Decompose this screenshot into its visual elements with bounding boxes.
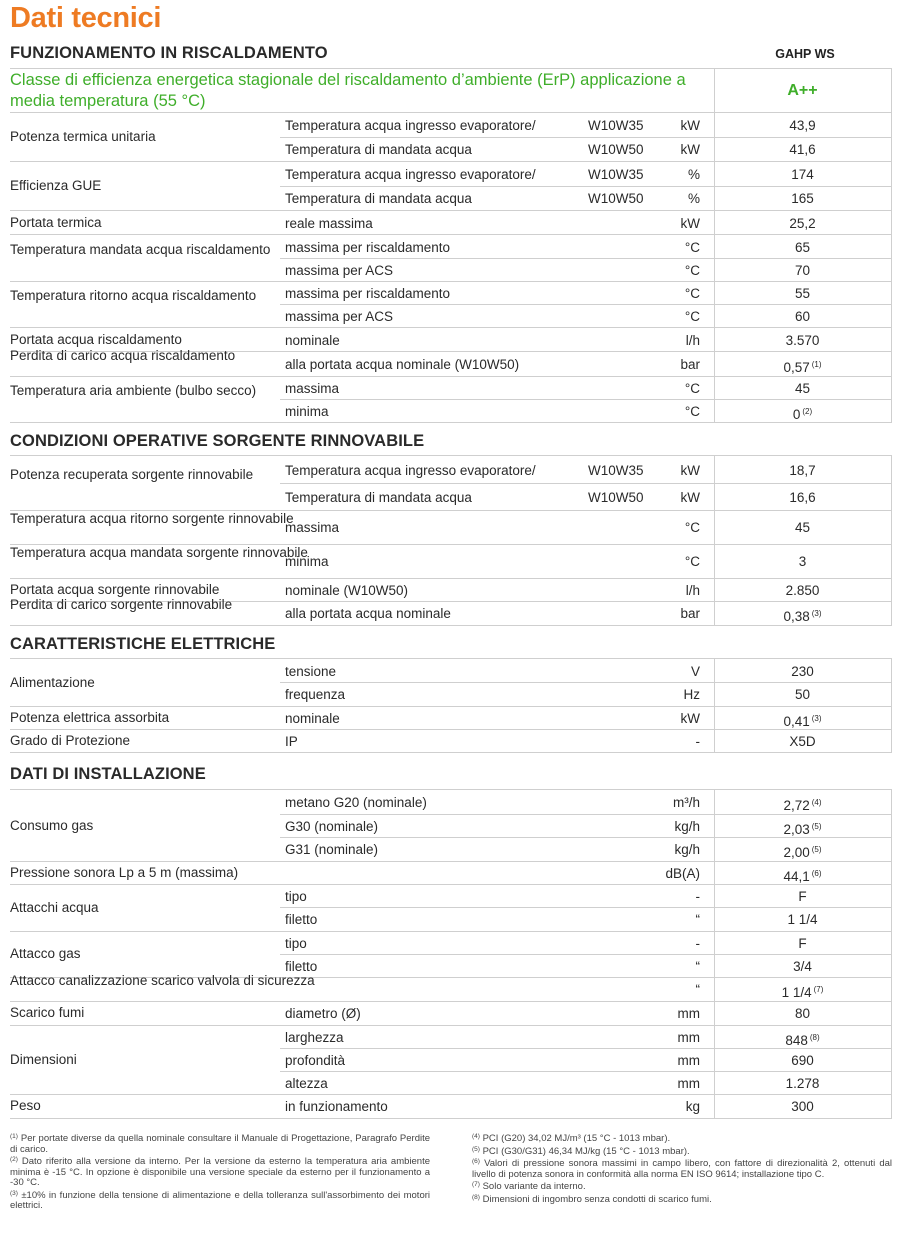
row-divider xyxy=(10,281,892,282)
row-divider xyxy=(10,422,892,423)
row-unit: % xyxy=(687,167,700,182)
row-value xyxy=(714,263,891,279)
row-divider xyxy=(10,327,892,328)
row-value xyxy=(714,1053,891,1069)
row-unit: kW xyxy=(680,710,700,726)
footnote-ref: (6) xyxy=(811,868,822,878)
row-divider xyxy=(280,399,892,400)
row-unit: - xyxy=(695,935,700,951)
row-unit: bar xyxy=(680,356,700,372)
row-condition-code: W10W35 xyxy=(588,118,644,133)
row-divider xyxy=(280,137,892,138)
row-unit: l/h xyxy=(685,582,700,598)
row-sub-label: IP xyxy=(285,733,298,749)
row-divider xyxy=(10,234,892,235)
row-value xyxy=(714,819,891,838)
footnotes-left xyxy=(10,1132,430,1212)
row-label: Scarico fumi xyxy=(10,1005,85,1020)
value-text: 3/4 xyxy=(793,958,812,974)
row-sub-label: G31 (nominale) xyxy=(285,842,379,857)
row-unit: - xyxy=(695,733,700,749)
row-sub-label: filetto xyxy=(285,958,318,974)
value-text: 174 xyxy=(791,167,814,182)
footnote-text: PCI (G20) 34,02 MJ/m³ (15 °C - 1013 mbar). xyxy=(482,1133,671,1144)
row-label: Grado di Protezione xyxy=(10,732,131,748)
footnote-ref: (5) xyxy=(811,821,822,831)
footnote xyxy=(472,1157,892,1180)
row-unit: - xyxy=(695,888,700,904)
row-sub-label: Temperatura di mandata acqua xyxy=(285,191,472,206)
row-value xyxy=(714,191,891,207)
row-unit: °C xyxy=(684,285,700,301)
row-unit: °C xyxy=(684,380,700,396)
column-divider xyxy=(891,68,892,422)
row-unit: kW xyxy=(680,489,700,505)
row-label: Portata acqua riscaldamento xyxy=(10,331,182,347)
row-sub-label: Temperatura di mandata acqua xyxy=(285,142,472,157)
section-title: FUNZIONAMENTO IN RISCALDAMENTO xyxy=(10,44,328,62)
footnote-text: Per portate diverse da quella nominale consultare il Manuale di Progettazione, Paragrafo Perdite di carico. xyxy=(10,1133,431,1155)
row-divider xyxy=(280,1071,892,1072)
row-divider xyxy=(10,161,892,162)
row-sub-label: altezza xyxy=(285,1075,328,1091)
footnote-text: Dimensioni di ingombro senza condotti di scarico fumi. xyxy=(482,1193,712,1205)
row-unit: m³/h xyxy=(673,795,700,810)
row-value xyxy=(714,959,891,975)
erp-class-value: A++ xyxy=(787,82,818,99)
row-condition-code: W10W35 xyxy=(588,462,644,478)
value-text: 3.570 xyxy=(785,332,820,348)
row-sub-label: filetto xyxy=(285,912,318,927)
row-divider xyxy=(10,789,892,790)
value-text: 44,1 xyxy=(783,868,810,884)
erp-class-label: Classe di efficienza energetica stagionale del riscaldamento d’ambiente (ErP) applicazione a media temperatura (55 °C) xyxy=(10,71,686,110)
row-unit: °C xyxy=(684,239,700,255)
row-sub-label: tipo xyxy=(285,888,307,904)
row-divider xyxy=(10,1001,892,1002)
footnote-text: Dato riferito alla versione da interno. Per la versione da esterno la temperatura aria ambiente minima è -15 °C. In opzione è disponibile una versione speciale da esterno per il funzionamento a -30 °C. xyxy=(10,1156,430,1188)
row-sub-label: larghezza xyxy=(285,1029,344,1045)
row-sub-label: massima per riscaldamento xyxy=(285,285,451,301)
row-divider xyxy=(10,861,892,862)
row-condition-code: W10W50 xyxy=(588,142,644,157)
footnote-ref: (1) xyxy=(811,359,822,369)
row-value xyxy=(714,463,891,479)
row-sub-label: in funzionamento xyxy=(285,1099,388,1114)
row-divider xyxy=(10,112,892,113)
row-divider xyxy=(280,682,892,683)
row-unit: mm xyxy=(677,1075,700,1091)
footnote-ref: (3) xyxy=(811,609,822,618)
row-sub-label: Temperatura acqua ingresso evaporatore/ xyxy=(285,118,536,133)
row-sub-label: nominale xyxy=(285,332,340,348)
value-text: 45 xyxy=(794,520,811,535)
row-value xyxy=(714,583,891,599)
row-divider xyxy=(280,186,892,187)
row-sub-label: alla portata acqua nominale (W10W50) xyxy=(285,356,520,372)
row-value xyxy=(714,795,891,814)
row-value xyxy=(714,142,891,158)
row-label: Attacco canalizzazione scarico valvola di sicurezza xyxy=(10,973,315,988)
row-value xyxy=(714,404,891,423)
row-divider xyxy=(10,1118,892,1119)
row-value xyxy=(714,286,891,302)
row-unit: V xyxy=(690,663,700,679)
row-unit: mm xyxy=(677,1052,700,1068)
value-text: 0,41 xyxy=(783,713,810,729)
row-label: Portata termica xyxy=(10,214,102,230)
value-text: 2,72 xyxy=(783,798,810,813)
column-divider xyxy=(714,455,715,625)
row-value xyxy=(714,711,891,730)
row-unit: °C xyxy=(684,403,700,419)
row-divider xyxy=(10,210,892,211)
row-unit: kg/h xyxy=(674,818,700,834)
row-sub-label: nominale (W10W50) xyxy=(285,582,409,598)
row-divider xyxy=(280,814,892,815)
row-divider xyxy=(280,258,892,259)
row-sub-label: tensione xyxy=(285,663,337,679)
footnote xyxy=(472,1132,892,1145)
row-label: Efficienza GUE xyxy=(10,178,102,193)
footnote xyxy=(472,1145,892,1158)
row-sub-label: massima per riscaldamento xyxy=(285,239,451,255)
row-label: Perdita di carico acqua riscaldamento xyxy=(10,347,236,363)
row-value xyxy=(714,606,891,625)
row-value xyxy=(714,889,891,905)
row-value xyxy=(714,309,891,325)
row-unit: kW xyxy=(680,118,700,133)
value-text: 0,57 xyxy=(783,359,810,375)
row-sub-label: minima xyxy=(285,554,329,569)
row-value xyxy=(714,982,891,1001)
page-title: Dati tecnici xyxy=(10,2,162,34)
footnote-ref: (7) xyxy=(813,985,824,994)
footnote-mark: (1) xyxy=(10,1133,18,1140)
row-divider xyxy=(10,706,892,707)
footnote xyxy=(472,1180,892,1193)
row-unit: bar xyxy=(680,606,700,621)
value-text: 70 xyxy=(794,262,811,278)
value-text: 80 xyxy=(794,1006,811,1021)
value-text: 1.278 xyxy=(785,1075,820,1091)
value-text: 55 xyxy=(794,285,811,301)
footnote-text: Valori di pressione sonora massimi in campo libero, con fattore di direzionalità 2, ottenuti dal livello di potenza sonora in conformità alla norma EN ISO 9614; installazione tipo C. xyxy=(472,1158,892,1180)
footnote xyxy=(472,1193,892,1206)
value-text: 1 1/4 xyxy=(781,985,812,1000)
row-sub-label: massima xyxy=(285,520,340,535)
value-text: 60 xyxy=(794,308,811,324)
row-sub-label: Temperatura di mandata acqua xyxy=(285,489,472,505)
footnotes-right xyxy=(472,1132,892,1205)
row-divider xyxy=(10,625,892,626)
value-text: 43,9 xyxy=(789,118,816,133)
value-text: 1 1/4 xyxy=(787,912,818,927)
row-divider xyxy=(10,658,892,659)
column-divider xyxy=(891,455,892,625)
section-title: CONDIZIONI OPERATIVE SORGENTE RINNOVABILE xyxy=(10,432,425,450)
footnote-mark: (6) xyxy=(472,1158,480,1165)
row-sub-label: alla portata acqua nominale xyxy=(285,606,451,621)
footnote-text: Solo variante da interno. xyxy=(482,1181,586,1192)
row-unit: “ xyxy=(695,912,700,927)
row-value xyxy=(714,240,891,256)
footnote-text: ±10% in funzione della tensione di alimentazione e della tolleranza sull'assorbimento dei motori elettrici. xyxy=(10,1189,430,1211)
row-label: Perdita di carico sorgente rinnovabile xyxy=(10,597,233,612)
value-text: F xyxy=(798,935,807,951)
row-value xyxy=(714,912,891,928)
value-text: 0,38 xyxy=(783,609,810,624)
row-unit: °C xyxy=(684,308,700,324)
row-label: Temperatura ritorno acqua riscaldamento xyxy=(10,288,257,303)
row-unit: l/h xyxy=(685,332,700,348)
row-label: Temperatura acqua mandata sorgente rinnovabile xyxy=(10,545,308,560)
row-sub-label: minima xyxy=(285,403,329,419)
row-sub-label: diametro (Ø) xyxy=(285,1006,361,1021)
value-text: F xyxy=(798,888,807,904)
row-value xyxy=(714,490,891,506)
row-condition-code: W10W50 xyxy=(588,489,644,505)
footnote-text: PCI (G30/G31) 46,34 MJ/kg (15 °C - 1013 mbar). xyxy=(482,1145,690,1157)
row-divider xyxy=(280,304,892,305)
row-unit: °C xyxy=(684,262,700,278)
row-label: Potenza termica unitaria xyxy=(10,129,156,144)
value-text: 2.850 xyxy=(785,582,820,598)
row-value xyxy=(714,167,891,183)
row-divider xyxy=(10,931,892,932)
row-value xyxy=(714,216,891,232)
row-label: Dimensioni xyxy=(10,1051,77,1067)
row-unit: °C xyxy=(684,520,700,535)
footnote-ref: (4) xyxy=(811,798,822,807)
row-sub-label: metano G20 (nominale) xyxy=(285,795,427,810)
row-divider xyxy=(10,68,892,69)
row-unit: mm xyxy=(677,1006,700,1021)
row-label: Temperatura aria ambiente (bulbo secco) xyxy=(10,383,257,398)
row-value xyxy=(714,1099,891,1115)
row-label: Temperatura mandata acqua riscaldamento xyxy=(10,242,271,257)
footnote-mark: (5) xyxy=(472,1145,480,1153)
row-value xyxy=(714,936,891,952)
row-divider xyxy=(280,907,892,908)
value-text: 25,2 xyxy=(789,215,816,231)
row-label: Potenza recuperata sorgente rinnovabile xyxy=(10,467,254,482)
value-text: 41,6 xyxy=(789,142,816,157)
row-sub-label: massima per ACS xyxy=(285,308,394,324)
footnote xyxy=(10,1155,430,1189)
row-sub-label: reale massima xyxy=(285,215,373,231)
row-divider xyxy=(10,752,892,753)
footnote-ref: (2) xyxy=(802,406,813,416)
row-divider xyxy=(10,1094,892,1095)
row-value xyxy=(714,664,891,680)
value-text: 3 xyxy=(798,554,807,569)
row-divider xyxy=(10,578,892,579)
row-value xyxy=(714,1076,891,1092)
row-sub-label: Temperatura acqua ingresso evaporatore/ xyxy=(285,462,536,478)
value-text: 2,00 xyxy=(783,845,810,860)
section-title: CARATTERISTICHE ELETTRICHE xyxy=(10,635,276,653)
row-unit: % xyxy=(687,191,700,206)
row-label: Portata acqua sorgente rinnovabile xyxy=(10,581,220,597)
section-title: DATI DI INSTALLAZIONE xyxy=(10,765,206,783)
value-text: 50 xyxy=(794,687,811,702)
row-unit: dB(A) xyxy=(665,865,700,881)
column-divider xyxy=(891,658,892,752)
row-unit: “ xyxy=(695,958,700,974)
value-text: X5D xyxy=(789,733,816,749)
row-value xyxy=(714,687,891,703)
value-text: 18,7 xyxy=(789,462,816,478)
row-sub-label: massima per ACS xyxy=(285,262,394,278)
footnote-ref: (8) xyxy=(809,1032,820,1042)
value-text: 230 xyxy=(791,663,814,679)
row-value xyxy=(714,554,891,570)
row-value xyxy=(714,866,891,885)
row-unit: “ xyxy=(695,982,700,997)
row-condition-code: W10W35 xyxy=(588,167,644,182)
row-sub-label: G30 (nominale) xyxy=(285,818,379,834)
row-value xyxy=(714,357,891,376)
row-sub-label: frequenza xyxy=(285,687,346,702)
row-label: Alimentazione xyxy=(10,674,95,690)
footnote-mark: (3) xyxy=(10,1189,18,1197)
row-label: Temperatura acqua ritorno sorgente rinnovabile xyxy=(10,511,294,526)
row-unit: kW xyxy=(680,142,700,157)
row-value xyxy=(714,118,891,134)
footnote-mark: (7) xyxy=(472,1181,480,1188)
row-label: Attacchi acqua xyxy=(10,899,99,915)
row-unit: kW xyxy=(680,215,700,231)
footnote-mark: (4) xyxy=(472,1133,480,1140)
footnote-ref: (5) xyxy=(811,845,822,854)
value-text: 300 xyxy=(791,1099,814,1114)
row-divider xyxy=(10,455,892,456)
value-text: 65 xyxy=(794,239,811,255)
row-value xyxy=(714,520,891,536)
row-value xyxy=(714,1030,891,1049)
row-value xyxy=(714,842,891,861)
footnote-mark: (2) xyxy=(10,1156,18,1163)
footnote xyxy=(10,1189,430,1212)
value-text: 165 xyxy=(791,191,814,206)
column-header: GAHP WS xyxy=(775,47,835,61)
row-label: Pressione sonora Lp a 5 m (massima) xyxy=(10,864,239,880)
value-text: 690 xyxy=(791,1052,814,1068)
row-label: Peso xyxy=(10,1098,41,1113)
value-text: 0 xyxy=(792,406,801,422)
row-condition-code: W10W50 xyxy=(588,191,644,206)
row-value xyxy=(714,381,891,397)
row-unit: °C xyxy=(684,554,700,569)
value-text: 848 xyxy=(785,1032,808,1048)
row-sub-label: nominale xyxy=(285,710,340,726)
row-value xyxy=(714,1006,891,1022)
row-unit: Hz xyxy=(683,687,700,702)
row-sub-label: massima xyxy=(285,380,340,396)
row-unit: kg/h xyxy=(674,842,700,857)
row-sub-label: tipo xyxy=(285,935,307,951)
row-label: Attacco gas xyxy=(10,946,81,961)
footnote-ref: (3) xyxy=(811,713,822,723)
footnote xyxy=(10,1132,430,1155)
row-unit: kg xyxy=(685,1099,700,1114)
row-divider xyxy=(280,483,892,484)
row-label: Potenza elettrica assorbita xyxy=(10,709,170,725)
row-sub-label: profondità xyxy=(285,1052,346,1068)
row-divider xyxy=(280,954,892,955)
row-unit: kW xyxy=(680,462,700,478)
row-unit: mm xyxy=(677,1029,700,1045)
row-label: Consumo gas xyxy=(10,817,94,833)
value-text: 2,03 xyxy=(783,821,810,837)
row-value xyxy=(714,333,891,349)
row-divider xyxy=(10,1025,892,1026)
value-text: 45 xyxy=(794,380,811,396)
row-sub-label: Temperatura acqua ingresso evaporatore/ xyxy=(285,167,536,182)
value-text: 16,6 xyxy=(789,489,816,505)
row-value xyxy=(714,734,891,750)
footnote-mark: (8) xyxy=(472,1193,480,1201)
row-divider xyxy=(10,376,892,377)
